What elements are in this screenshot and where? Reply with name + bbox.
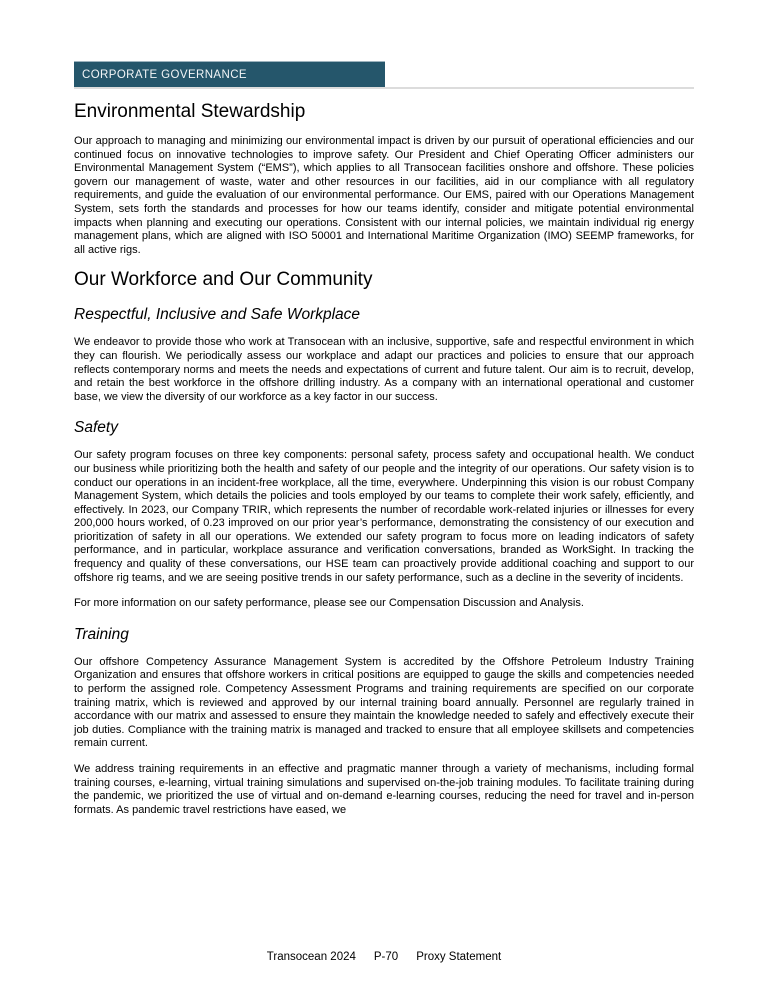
- paragraph-safety-main: Our safety program focuses on three key components: personal safety, process safety and occupational health. We conduct our business while prioritizing both the health and safety of our people and the integrity of our operations. Our safety vision is to conduct our operations in an incident-free workplace, all the time, everywhere. Underpinning this vision is our robust Company Management System, which details the policies and tools employed by our teams to complete their work safely, efficiently, and effectively. In 2023, our Company TRIR, which represents the number of recordable work-related injuries or illnesses for every 200,000 hours worked, of 0.23 improved on our prior year’s performance, demonstrating the consistency of our execution and prioritization of safety in all our operations. We extended our safety program to focus more on leading indicators of safety performance, and in particular, workplace assurance and verification conversations, branded as WorkSight. In tracking the frequency and quality of these conversations, our HSE team can proactively provide additional coaching and support to our offshore rig teams, and we are seeing positive trends in our safety performance, such as a decline in the severity of incidents.: [74, 449, 694, 584]
- page-content: [74, 61, 694, 817]
- footer-company: Transocean 2024: [266, 951, 356, 963]
- paragraph-training-1: Our offshore Competency Assurance Management System is accredited by the Offshore Petroleum Industry Training Organization and ensures that offshore workers in critical positions are equipped to gauge the skills and competencies needed to perform the assigned role. Competency Assessment Programs and training requirements are specified on our corporate training matrix, which is reviewed and approved by our internal training board annually. Personnel are regularly trained in accordance with our matrix and assessed to ensure they maintain the knowledge needed to safely and effectively execute their job duties. Compliance with the training matrix is managed and tracked to ensure that all employee skillsets and competencies remain current.: [74, 655, 694, 750]
- corporate-governance-banner: [74, 61, 385, 87]
- subheading-safety: Safety: [74, 419, 118, 437]
- heading-environmental-stewardship: Environmental Stewardship: [74, 101, 306, 122]
- section-banner-row: [74, 61, 694, 89]
- banner-label: CORPORATE GOVERNANCE: [82, 68, 247, 81]
- footer-label: Proxy Statement: [416, 951, 502, 963]
- subheading-respectful-workplace: Respectful, Inclusive and Safe Workplace: [74, 306, 361, 324]
- paragraph-safety-more-info: For more information on our safety performance, please see our Compensation Discussion and Analysis.: [74, 597, 584, 610]
- footer-page-number: P-70: [373, 951, 399, 963]
- paragraph-respectful-workplace: We endeavor to provide those who work at Transocean with an inclusive, supportive, safe and respectful environment in which they can flourish. We periodically assess our workplace and adapt our practices and policies to ensure that our approach reflects contemporary norms and meets the needs and expectations of current and future talent. Our aim is to recruit, develop, and retain the best workforce in the offshore drilling industry. As a company with an international operational and customer base, we view the diversity of our workforce as a key factor in our success.: [74, 336, 694, 403]
- heading-workforce-community: Our Workforce and Our Community: [74, 269, 373, 291]
- paragraph-environmental: Our approach to managing and minimizing our environmental impact is driven by our pursuit of operational efficiencies and our continued focus on innovative technologies to improve safety. Our President and Chief Operating Officer administers our Environmental Management System (“EMS”), which applies to all Transocean facilities onshore and offshore. These policies govern our management of waste, water and other resources in our facilities, aid in our compliance with all regulatory requirements, and guide the evaluation of our environmental performance. Our EMS, paired with our Operations Management System, sets forth the standards and processes for how our teams identify, consider and mitigate potential environmental impacts when planning and executing our operations. Consistent with our internal policies, we maintain individual rig energy management plans, which are aligned with ISO 50001 and International Maritime Organization (IMO) SEEMP frameworks, for all active rigs.: [74, 135, 694, 256]
- paragraph-training-2: We address training requirements in an effective and pragmatic manner through a variety of mechanisms, including formal training courses, e-learning, virtual training simulations and supervised on-the-job training modules. To facilitate training during the pandemic, we prioritized the use of virtual and on-demand e-learning courses, reducing the need for travel and in-person formats. As pandemic travel restrictions have eased, we: [74, 763, 694, 816]
- page-footer: [0, 951, 768, 963]
- subheading-training: Training: [74, 625, 129, 643]
